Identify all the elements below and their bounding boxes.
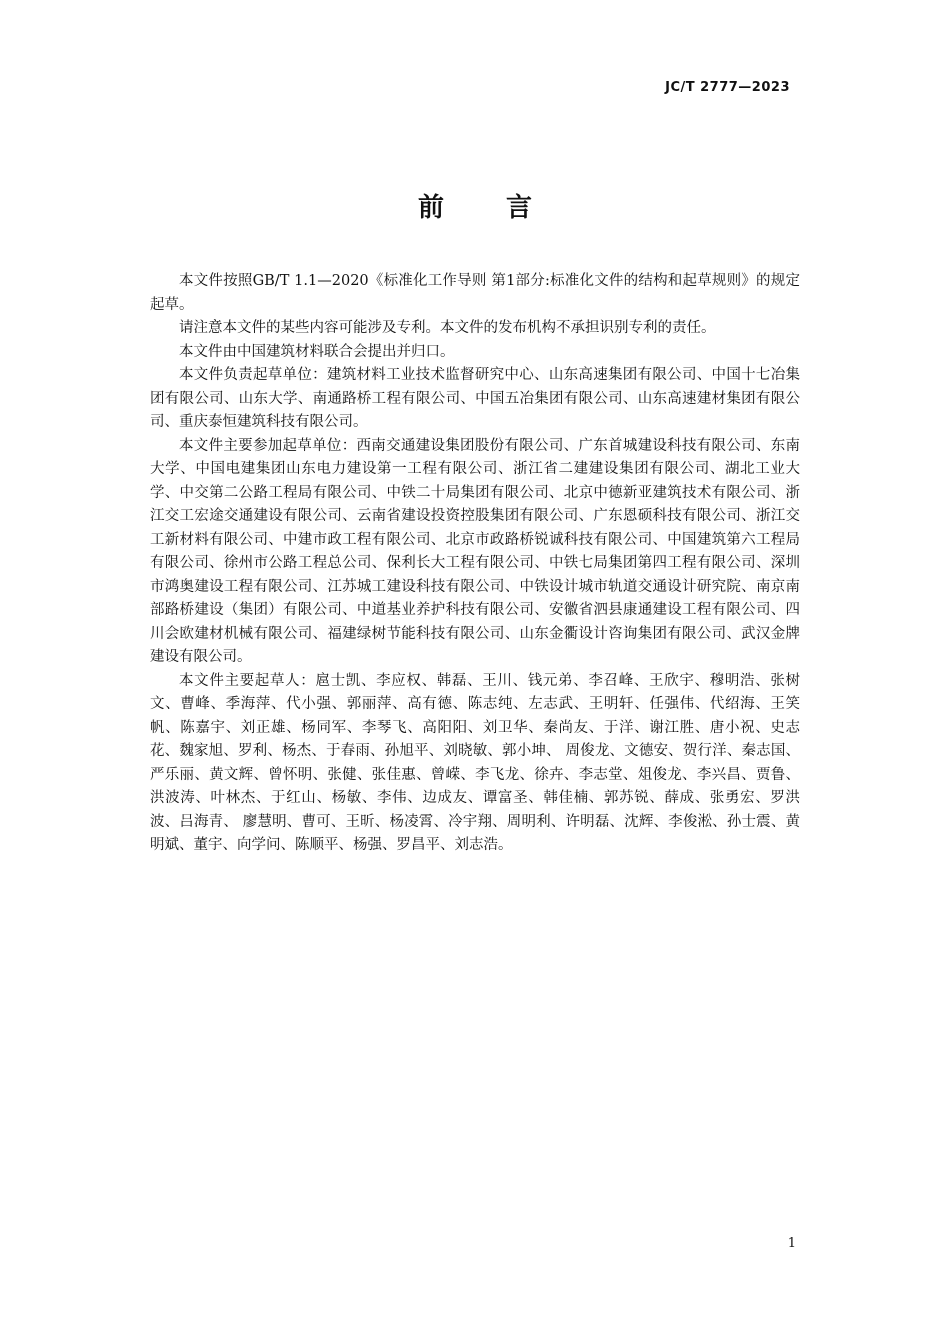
paragraph-participating-units: 本文件主要参加起草单位：西南交通建设集团股份有限公司、广东首城建设科技有限公司、东南大学、中国电建集团山东电力建设第一工程有限公司、浙江省二建建设集团有限公司、湖北工业大学、中交第二公路工程局有限公司、中铁二十局集团有限公司、北京中德新亚建筑技术有限公司、浙江交工宏途交通建设有限公司、云南省建设投资控股集团有限公司、广东恩硕科技有限公司、浙江交工新材料有限公司、中建市政工程有限公司、北京市政路桥锐诚科技有限公司、中国建筑第六工程局有限公司、徐州市公路工程总公司、保利长大工程有限公司、中铁七局集团第四工程有限公司、深圳市鸿奥建设工程有限公司、江苏城工建设科技有限公司、中铁设计城市轨道交通设计研究院、南京南部路桥建设（集团）有限公司、中道基业养护科技有限公司、安徽省泗县康通建设工程有限公司、四川会欧建材机械有限公司、福建绿树节能科技有限公司、山东金衢设计咨询集团有限公司、武汉金牌建设有限公司。 [150,437,800,665]
title-char-1: 前 [417,193,444,223]
title-char-2: 言 [506,193,533,223]
page-title [0,187,950,224]
document-code: JC/T 2777—2023 [665,80,790,95]
page-number: 1 [787,1236,796,1251]
paragraph-drafters: 本文件主要起草人：扈士凯、李应权、韩磊、王川、钱元弟、李召峰、王欣宇、穆明浩、张树文、曹峰、季海萍、代小强、郭丽萍、高有德、陈志纯、左志武、王明轩、任强伟、代绍海、王笑帆、陈嘉宇、刘正雄、杨同军、李琴飞、高阳阳、刘卫华、秦尚友、于洋、谢江胜、唐小祝、史志花、魏家旭、罗利、杨杰、于春雨、孙旭平、刘晓敏、郭小坤、 周俊龙、文德安、贺行洋、秦志国、严乐丽、黄文辉、曾怀明、张健、张佳惠、曾嵘、李飞龙、徐卉、李志堂、俎俊龙、李兴昌、贾鲁、洪波涛、叶林杰、于红山、杨敏、李伟、边成友、谭富圣、韩佳楠、郭苏锐、薛成、张勇宏、罗洪波、吕海青、 廖慧明、曹可、王昕、杨凌霄、冷宇翔、周明利、许明磊、沈辉、李俊淞、孙士震、黄明斌、董宇、向学问、陈顺平、杨强、罗昌平、刘志浩。 [150,672,800,853]
paragraph-patent-notice: 请注意本文件的某些内容可能涉及专利。本文件的发布机构不承担识别专利的责任。 [179,320,716,336]
paragraph-drafting-rules: 本文件按照GB/T 1.1—2020《标准化工作导则 第1部分:标准化文件的结构和起草规则》的规定起草。 [150,273,800,313]
paragraph-proposer: 本文件由中国建筑材料联合会提出并归口。 [179,343,455,360]
foreword-body [150,270,800,858]
paragraph-lead-drafting-units: 本文件负责起草单位：建筑材料工业技术监督研究中心、山东高速集团有限公司、中国十七冶集团有限公司、山东大学、南通路桥工程有限公司、中国五冶集团有限公司、山东高速建材集团有限公司、重庆泰恒建筑科技有限公司。 [150,367,800,430]
